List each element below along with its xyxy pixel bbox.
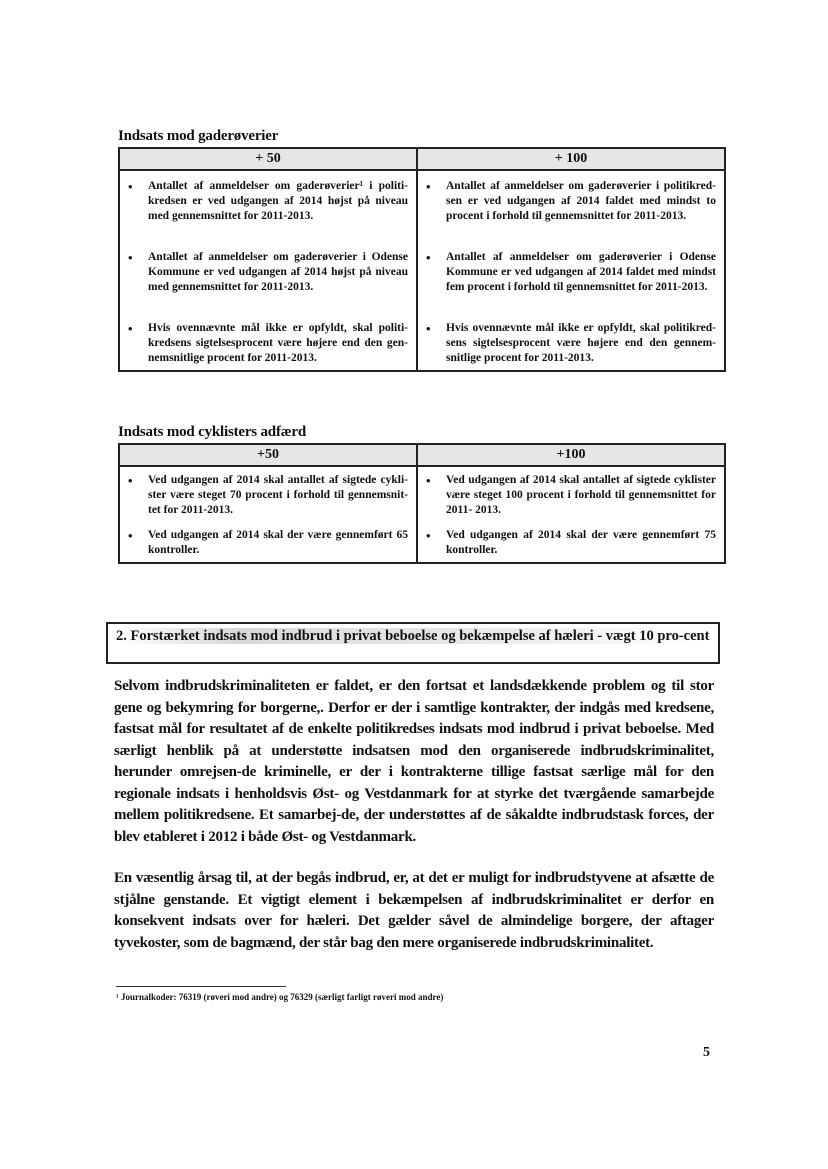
list-item: • Antallet af anmeldelser om gaderøverier¹ i politi-kredsen er ved udgangen af 2014 højst på niveau med gennemsnittet for 2011-2013.	[120, 179, 416, 224]
table-caption-cyclists: Indsats mod cyklisters adfærd	[118, 424, 306, 440]
list-item: • Antallet af anmeldelser om gaderøverier i Odense Kommune er ved udgangen af 2014 faldet med mindst fem procent i forhold til gennemsnittet for 2011-2013.	[418, 250, 724, 295]
body-paragraph: Selvom indbrudskriminaliteten er faldet, er den fortsat et landsdækkende problem og til stor gene og bekymring for borgerne,. Derfor er der i samtlige kontrakter, der indgås med kredsene, fastsat mål for resultatet af de enkelte politikredses indsats mod indbrud i privat beboelse. Med særligt henblik på at understøtte indsatsen mod den organiserede indbrudskriminalitet, herunder omrejsen-de kriminelle, er der i kontrakterne tillige fastsat særlige mål for den regionale indsats i henholdsvis Øst- og Vestdanmark for at styrke det tværgående samarbejde mellem politikredsene. Et samarbej-de, der understøttes af de såkaldte indbrudstask forces, der blev etableret i 2012 i både Øst- og Vestdanmark.	[114, 678, 714, 845]
table-cell-plus-50	[119, 170, 417, 371]
list-item: • Hvis ovennævnte mål ikke er opfyldt, skal politi-kredsens sigtelsesprocent være højere end den gen-nemsnitlige procent for 2011-2013.	[120, 321, 416, 366]
column-header-plus-50: + 50	[119, 148, 417, 170]
table-cell-plus-100	[417, 466, 725, 563]
section-heading: 2. Forstærket indsats mod indbrud i privat beboelse og bekæmpelse af hæleri - vægt 10 pro-cent	[116, 628, 710, 644]
street-robbery-targets-table	[118, 147, 726, 372]
cyclist-behaviour-targets-table	[118, 443, 726, 564]
column-header-plus-100: + 100	[417, 148, 725, 170]
section-heading-box	[106, 622, 720, 664]
table-caption-street-robbery: Indsats mod gaderøverier	[118, 128, 279, 144]
footnote: ¹ Journalkoder: 76319 (røveri mod andre) og 76329 (særligt farligt røveri mod andre)	[116, 992, 444, 1002]
list-item: • Ved udgangen af 2014 skal der være gennemført 65 kontroller.	[120, 528, 416, 558]
list-item: • Ved udgangen af 2014 skal antallet af sigtede cykli-ster være steget 70 procent i forhold til gennemsnit-tet for 2011-2013.	[120, 473, 416, 518]
table-cell-plus-50	[119, 466, 417, 563]
list-item: • Antallet af anmeldelser om gaderøverier i politikred-sen er ved udgangen af 2014 faldet med mindst to procent i forhold til gennemsnittet for 2011-2013.	[418, 179, 724, 224]
body-paragraph: En væsentlig årsag til, at der begås indbrud, er, at det er muligt for indbrudstyvene at afsætte de stjålne genstande. Et vigtigt element i bekæmpelsen af indbrudskriminalitet er derfor en konsekvent indsats over for hæleri. Det gælder såvel de almindelige borgere, der aftager tyvekoster, som de bagmænd, der står bag den mere organiserede indbrudskriminalitet.	[114, 870, 714, 951]
list-item: • Ved udgangen af 2014 skal antallet af sigtede cyklister være steget 100 procent i forhold til gennemsnittet for 2011- 2013.	[418, 473, 724, 518]
table-cell-plus-100	[417, 170, 725, 371]
list-item: • Ved udgangen af 2014 skal der være gennemført 75 kontroller.	[418, 528, 724, 558]
page-number: 5	[703, 1045, 710, 1060]
column-header-plus-100: +100	[417, 444, 725, 466]
list-item: • Hvis ovennævnte mål ikke er opfyldt, skal politikred-sens sigtelsesprocent være højere end den gennem-snitlige procent for 2011-2013.	[418, 321, 724, 366]
column-header-plus-50: +50	[119, 444, 417, 466]
list-item: • Antallet af anmeldelser om gaderøverier i Odense Kommune er ved udgangen af 2014 højst på niveau med gennemsnittet for 2011-2013.	[120, 250, 416, 295]
footnote-divider	[116, 986, 286, 987]
